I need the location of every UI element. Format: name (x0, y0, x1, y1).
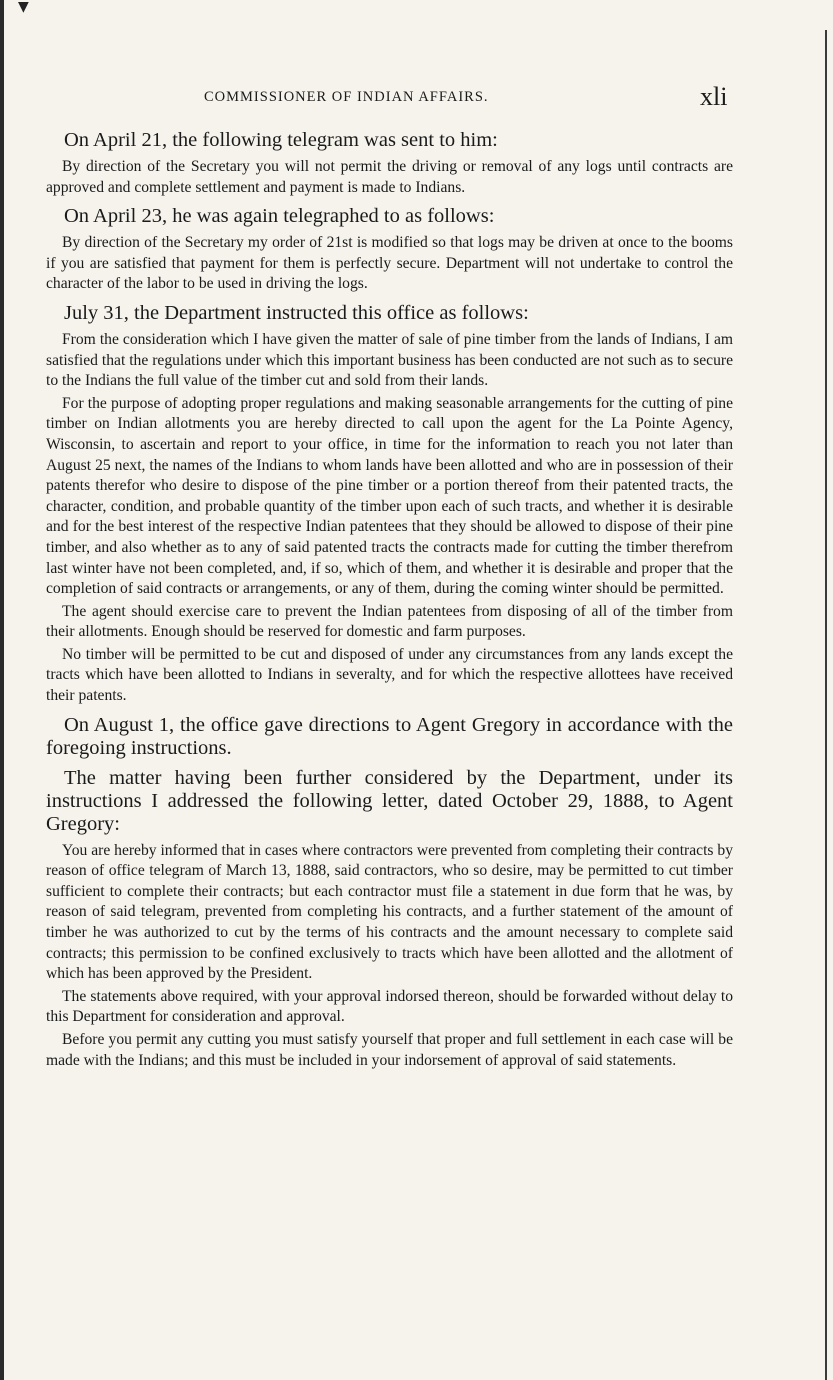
letter-contractors: You are hereby informed that in cases where contractors were prevented from completing their contracts by reason of office telegram of March 13, 1888, said contractors, who so desire, may be permitted to cut timber sufficient to complete their contracts; but each contractor must file a statement in due form that he was, by reason of said telegram, prevented from completing his contracts, and a further statement of the amount of timber he was authorized to cut by the terms of his contracts and the amount necessary to complete said contracts; this permission to be confined exclusively to tracts which have been allotted and the allotment of which has been approved by the President. (46, 841, 733, 983)
page-left-edge (0, 0, 4, 1380)
page-header (0, 82, 833, 112)
page-body (46, 122, 733, 1073)
page-right-edge (825, 30, 827, 1380)
paragraph-april-21: On April 21, the following telegram was sent to him: (64, 129, 498, 151)
letter-statements: The statements above required, with your approval indorsed thereon, should be forwarded without delay to this Department for consideration and approval. (46, 987, 733, 1026)
telegram-april-21: By direction of the Secretary you will not permit the driving or removal of any logs until contracts are approved and complete settlement and payment is made to Indians. (46, 158, 733, 196)
paragraph-july-31: July 31, the Department instructed this office as follows: (64, 301, 529, 324)
instruction-regulations: For the purpose of adopting proper regulations and making seasonable arrangements for the cutting of pine timber on Indian allotments you are hereby directed to call upon the agent for the La Pointe Agency, Wisconsin, to ascertain and report to your office, in time for the information to reach you not later than August 25 next, the names of the Indians to whom lands have been allotted and who are in possession of their patents therefor who desire to dispose of the pine timber or a portion thereof from their patented tracts, the character, condition, and probable quantity of the timber upon each of such tracts, and whether it is desirable and for the best interest of the respective Indian patentees that they should be allowed to dispose of their pine timber, and also whether as to any of said patented tracts the contracts made for cutting the timber therefrom last winter have not been completed, and, if so, which of them, and whether it is desirable and proper that the completion of said contracts or arrangements, or any of them, during the coming winter should be permitted. (46, 394, 733, 598)
letter-settlement: Before you permit any cutting you must satisfy yourself that proper and full settlement in each case will be made with the Indians; and this must be included in your indorsement of approval of said statements. (46, 1031, 733, 1069)
running-head: COMMISSIONER OF INDIAN AFFAIRS. (204, 89, 489, 105)
paragraph-further-considered: The matter having been further considered by the Department, under its instructions I addressed the following letter, dated October 29, 1888, to Agent Gregory: (46, 766, 733, 835)
telegram-april-23: By direction of the Secretary my order of 21st is modified so that logs may be driven at once to the booms if you are satisfied that payment for them is perfectly secure. Department will not undertake to control the character of the labor to be used in driving the logs. (46, 234, 733, 293)
paragraph-april-23: On April 23, he was again telegraphed to as follows: (64, 205, 495, 228)
binding-mark-icon: ▼ (18, 0, 29, 15)
instruction-agent-care: The agent should exercise care to prevent the Indian patentees from disposing of all of the timber from their allotments. Enough should be reserved for domestic and farm purposes. (46, 602, 733, 641)
paragraph-august-1: On August 1, the office gave directions to Agent Gregory in accordance with the foregoing instructions. (46, 713, 733, 759)
page-number: xli (700, 82, 728, 111)
instruction-consideration: From the consideration which I have given the matter of sale of pine timber from the lands of Indians, I am satisfied that the regulations under which this important business has been conducted are not such as to secure to the Indians the full value of the timber cut and sold from their lands. (46, 330, 733, 390)
instruction-no-timber: No timber will be permitted to be cut and disposed of under any circumstances from any lands except the tracts which have been allotted to Indians in severalty, and for which the respective allottees have received their patents. (46, 645, 733, 705)
